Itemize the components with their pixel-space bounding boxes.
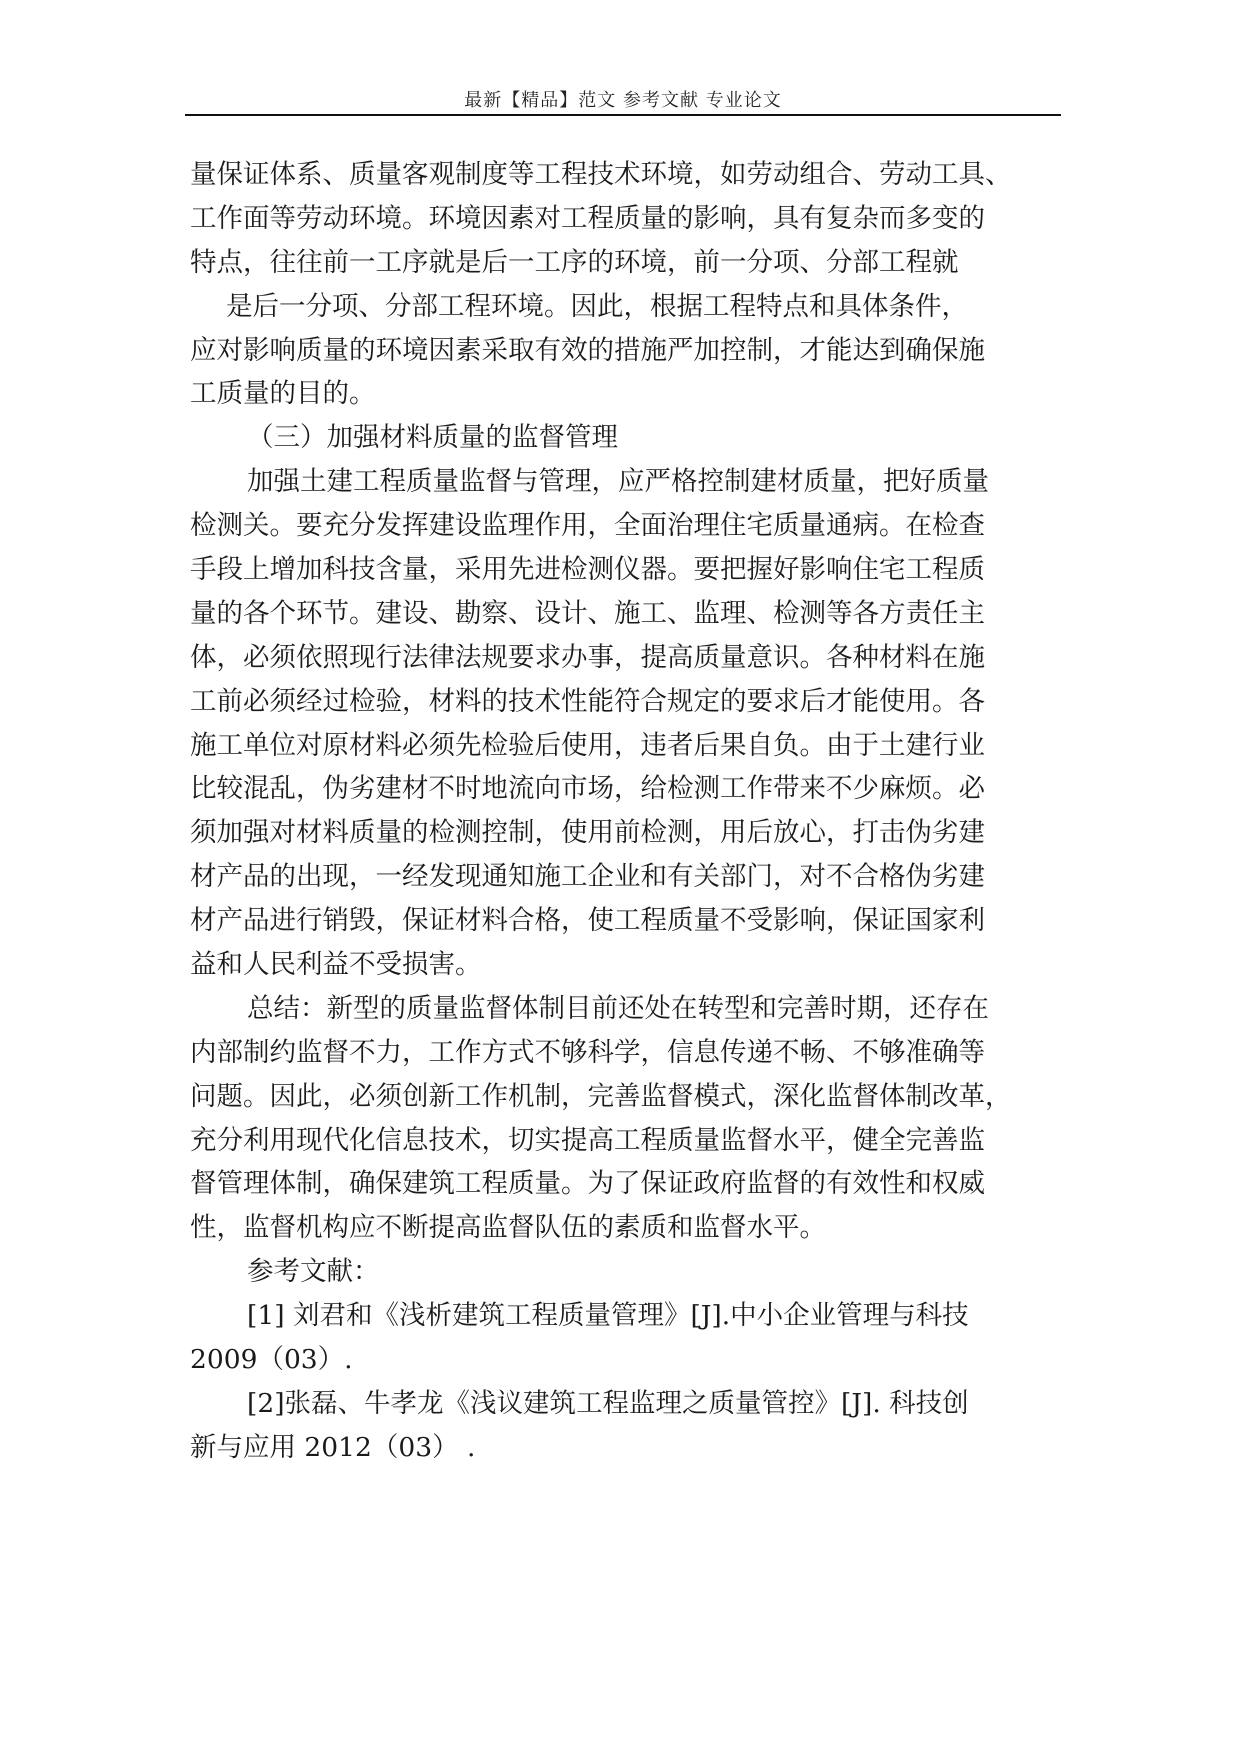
text-line: 督管理体制，确保建筑工程质量。为了保证政府监督的有效性和权威 [190, 1168, 985, 1200]
text-line: 工质量的目的。 [190, 378, 376, 410]
text-line: 量的各个环节。建设、勘察、设计、施工、监理、检测等各方责任主 [190, 597, 985, 629]
text-line: 材产品进行销毁，保证材料合格，使工程质量不受影响，保证国家利 [190, 905, 985, 937]
text-line: 特点，往往前一工序就是后一工序的环境，前一分项、分部工程就 [190, 246, 959, 278]
text-line: 比较混乱，伪劣建材不时地流向市场，给检测工作带来不少麻烦。必 [190, 773, 985, 805]
text-line: 工前必须经过检验，材料的技术性能符合规定的要求后才能使用。各 [190, 685, 985, 717]
body-text [190, 153, 1062, 1470]
running-header: 最新【精品】范文 参考文献 专业论文 [464, 90, 782, 111]
text-line: 问题。因此，必须创新工作机制，完善监督模式，深化监督体制改革， [190, 1080, 1012, 1112]
text-line: 益和人民利益不受损害。 [190, 949, 482, 981]
text-line: 新与应用 2012（03） . [190, 1431, 476, 1463]
text-line: 充分利用现代化信息技术，切实提高工程质量监督水平，健全完善监 [190, 1124, 985, 1156]
text-line: 施工单位对原材料必须先检验后使用，违者后果自负。由于土建行业 [190, 729, 985, 761]
text-line: 手段上增加科技含量，采用先进检测仪器。要把握好影响住宅工程质 [190, 554, 985, 586]
text-line: [1] 刘君和《浅析建筑工程质量管理》[J].中小企业管理与科技 [247, 1300, 969, 1332]
text-line: 量保证体系、质量客观制度等工程技术环境，如劳动组合、劳动工具、 [190, 159, 1012, 190]
text-line: 总结：新型的质量监督体制目前还处在转型和完善时期，还存在 [247, 992, 989, 1024]
text-line: 检测关。要充分发挥建设监理作用，全面治理住宅质量通病。在检查 [190, 510, 985, 542]
text-line: 工作面等劳动环境。环境因素对工程质量的影响，具有复杂而多变的 [190, 202, 985, 234]
text-line: 内部制约监督不力，工作方式不够科学，信息传递不畅、不够准确等 [190, 1036, 985, 1068]
text-line: 加强土建工程质量监督与管理，应严格控制建材质量，把好质量 [247, 466, 989, 498]
text-line: 体，必须依照现行法律法规要求办事，提高质量意识。各种材料在施 [190, 641, 985, 673]
text-line: 须加强对材料质量的检测控制，使用前检测，用后放心，打击伪劣建 [190, 817, 985, 849]
text-line: 2009（03）. [190, 1344, 353, 1376]
text-line: 是后一分项、分部工程环境。因此，根据工程特点和具体条件， [226, 290, 968, 322]
text-line: 参考文献： [247, 1256, 380, 1288]
header-rule [185, 114, 1061, 116]
text-line: 性，监督机构应不断提高监督队伍的素质和监督水平。 [190, 1212, 826, 1244]
text-line: [2]张磊、牛孝龙《浅议建筑工程监理之质量管控》[J]. 科技创 [247, 1387, 969, 1419]
text-line: 应对影响质量的环境因素采取有效的措施严加控制，才能达到确保施 [190, 334, 985, 366]
text-line: 材产品的出现，一经发现通知施工企业和有关部门，对不合格伪劣建 [190, 861, 985, 893]
text-line: （三）加强材料质量的监督管理 [247, 422, 618, 454]
